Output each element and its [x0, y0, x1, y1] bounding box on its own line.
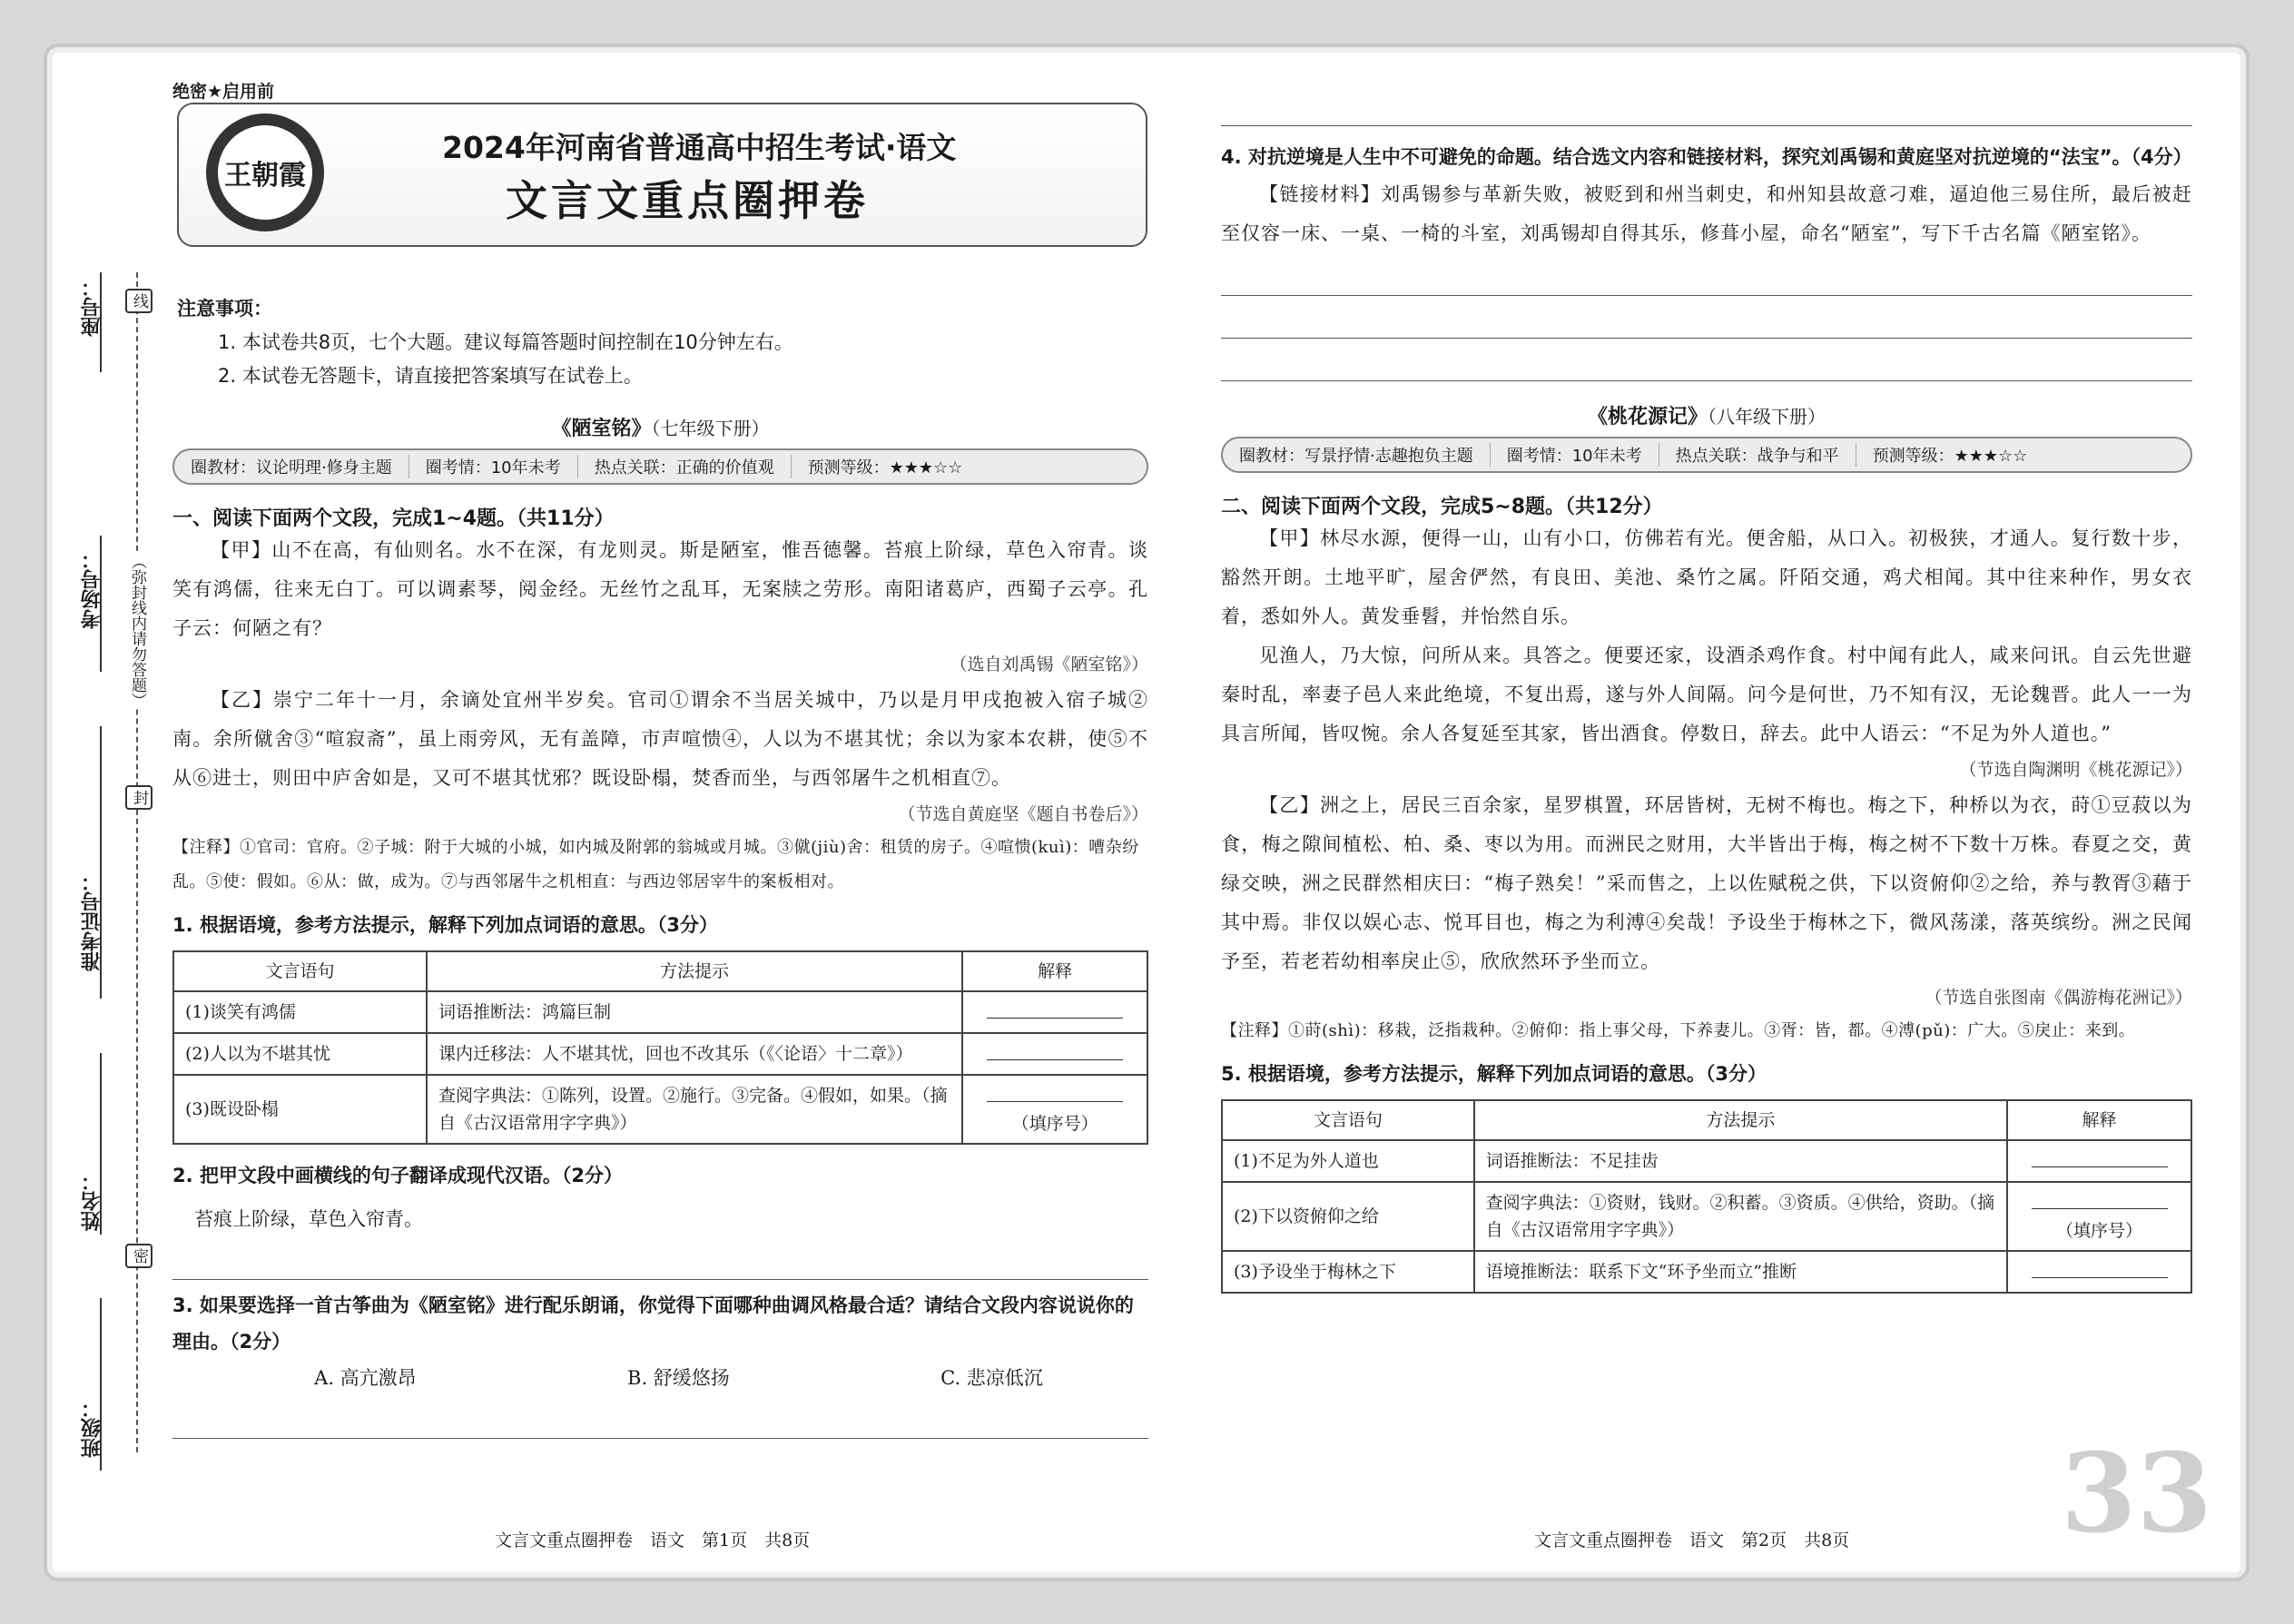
- instructions-heading: 注意事项：: [177, 298, 272, 320]
- secret-mark: 密: [125, 1244, 153, 1268]
- tag-textbook: 圈教材：议论明理·修身主题: [174, 455, 409, 478]
- exam-room-field[interactable]: [100, 536, 102, 672]
- tag-textbook: 圈教材：写景抒情·志趣抱负主题: [1223, 443, 1491, 467]
- link-material: 【链接材料】刘禹锡参与革新失败，被贬到和州当刺史，和州知县故意刁难，逼迫他三易住所，最后被赶至仅容一床、一桌、一椅的斗室，刘禹锡却自得其乐，修葺小屋，命名“陋室”，写下千古名篇《陋室铭》。: [1221, 183, 2192, 244]
- seal-note: （弥封线内请勿答题）: [125, 554, 149, 708]
- tag-rating: 预测等级：★★★☆☆: [807, 458, 963, 477]
- answer-line[interactable]: [1221, 296, 2192, 339]
- section-heading: 一、阅读下面两个文段，完成1~4题。（共11分）: [172, 507, 615, 530]
- answer-cell[interactable]: [962, 991, 1147, 1033]
- question-4: 4. 对抗逆境是人生中不可避免的命题。结合选文内容和链接材料，探究刘禹锡和黄庭坚对抗逆境的“法宝”。（4分）: [1221, 146, 2192, 168]
- answer-line[interactable]: [172, 1237, 1148, 1280]
- option-a[interactable]: A. 高亢激昂: [314, 1367, 417, 1389]
- page-footer-left: 文言文重点圈押卷 语文 第1页 共8页: [495, 1530, 811, 1550]
- answer-line[interactable]: [172, 1396, 1148, 1439]
- table-header: 方法提示: [427, 951, 962, 991]
- page-footer-right: 文言文重点圈押卷 语文 第2页 共8页: [1534, 1530, 1850, 1550]
- tag-bar: [1221, 437, 2192, 473]
- answer-line[interactable]: [1221, 339, 2192, 381]
- table-row: (1)不足为外人道也 词语推断法：不足挂齿: [1222, 1140, 2191, 1182]
- options: [172, 1360, 1148, 1396]
- method-table: [172, 950, 1148, 1145]
- secret-label: 绝密★启用前: [172, 82, 275, 102]
- answer-cell[interactable]: [2007, 1140, 2191, 1182]
- question-5: 5. 根据语境，参考方法提示，解释下列加点词语的意思。（3分）: [1221, 1063, 1767, 1085]
- text-title: 《桃花源记》（八年级下册）: [1587, 405, 1826, 428]
- table-row: (3)予设坐于梅林之下 语境推断法：联系下文“环予坐而立”推断: [1222, 1251, 2191, 1293]
- passage-source: （选自刘禹锡《陋室铭》）: [950, 655, 1148, 674]
- answer-cell[interactable]: （填序号）: [2007, 1182, 2191, 1251]
- name-label: 姓名：: [81, 1171, 103, 1231]
- ticket-number-label: 准考证号：: [81, 871, 103, 971]
- logo-text: 王朝霞: [218, 125, 312, 220]
- seat-number-label: 座号：: [81, 277, 103, 337]
- seal-mark: 封: [125, 785, 153, 810]
- tag-bar: [172, 448, 1148, 485]
- passage-jia: 【甲】林尽水源，便得一山，山有小口，仿佛若有光。便舍船，从口入。初极狭，才通人。复行数十步，豁然开朗。土地平旷，屋舍俨然，有良田、美池、桑竹之属。阡陌交通，鸡犬相闻。其中往来种作，男女衣着，悉如外人。黄发垂髫，并怡然自乐。: [1221, 527, 2192, 627]
- table-row: (2)人以为不堪其忧 课内迁移法：人不堪其忧，回也不改其乐（《〈论语〉十二章》）: [173, 1033, 1147, 1075]
- class-label: 班级：: [81, 1398, 103, 1458]
- instruction-item: 1. 本试卷共8页，七个大题。建议每篇答题时间控制在10分钟左右。: [218, 331, 793, 353]
- option-c[interactable]: C. 悲凉低沉: [940, 1367, 1043, 1389]
- question-2-sentence: 苔痕上阶绿，草色入帘青。: [194, 1208, 423, 1230]
- table-header: 解释: [2007, 1100, 2191, 1140]
- section-heading: 二、阅读下面两个文段，完成5~8题。（共12分）: [1221, 496, 1663, 518]
- tag-hotspot: 热点关联：战争与和平: [1659, 443, 1856, 467]
- table-header: 文言语句: [1222, 1100, 1474, 1140]
- method-table: [1221, 1099, 2192, 1294]
- page-watermark-number: 33: [2061, 1430, 2212, 1558]
- left-column: [172, 413, 1148, 1439]
- table-row: (1)谈笑有鸿儒 词语推断法：鸿篇巨制: [173, 991, 1147, 1033]
- answer-line[interactable]: [1221, 89, 2192, 126]
- annotation: 【注释】①官司：官府。②子城：附于大城的小城，如内城及附郭的翁城或月城。③僦(jiù)舍：租赁的房子。④喧愦(kuì)：嘈杂纷乱。⑤使：假如。⑥从：做，成为。⑦与西邻屠牛之机相直：与西边邻居宰牛的案板相对。: [172, 838, 1139, 891]
- option-b[interactable]: B. 舒缓悠扬: [627, 1367, 730, 1389]
- passage-source: （节选自张图南《偶游梅花洲记》）: [1925, 988, 2192, 1008]
- text-title: 《陋室铭》（七年级下册）: [551, 417, 770, 440]
- table-header: 解释: [962, 951, 1147, 991]
- answer-cell[interactable]: [962, 1033, 1147, 1075]
- brand-logo: [206, 113, 324, 231]
- annotation: 【注释】①莳(shì)：移栽，泛指栽种。②俯仰：指上事父母，下养妻儿。③胥：皆，都。④溥(pǔ)：广大。⑤戾止：来到。: [1221, 1021, 2136, 1040]
- answer-cell[interactable]: [2007, 1251, 2191, 1293]
- exam-title: 2024年河南省普通高中招生考试·语文: [442, 130, 957, 165]
- passage-source: （节选自黄庭坚《题自书卷后》）: [898, 804, 1148, 824]
- table-row: (2)下以资俯仰之给 查阅字典法：①资财，钱财。②积蓄。③资质。④供给，资助。（摘自《古汉语常用字字典》） （填序号）: [1222, 1182, 2191, 1251]
- seal-line: [136, 272, 138, 1452]
- passage-yi: 【乙】崇宁二年十一月，余谪处宜州半岁矣。官司①谓余不当居关城中，乃以是月甲戌抱被入宿子城②南。余所僦舍③“喧寂斋”，虽上雨旁风，无有盖障，市声喧愦④，人以为不堪其忧；余以为家本农耕，使⑤不从⑥进士，则田中庐舍如是，又可不堪其忧邪？既设卧榻，焚香而坐，与西邻屠牛之机相直⑦。: [172, 689, 1148, 789]
- instruction-item: 2. 本试卷无答题卡，请直接把答案填写在试卷上。: [218, 365, 643, 387]
- instructions: [177, 292, 793, 393]
- question-2: 2. 把甲文段中画横线的句子翻译成现代汉语。（2分）: [172, 1165, 624, 1186]
- answer-line[interactable]: [1221, 253, 2192, 296]
- tag-rating: 预测等级：★★★☆☆: [1872, 447, 2028, 466]
- tag-exam: 圈考情：10年未考: [1491, 443, 1659, 467]
- table-row: (3)既设卧榻 查阅字典法：①陈列，设置。②施行。③完备。④假如，如果。（摘自《古汉语常用字字典》） （填序号）: [173, 1075, 1147, 1144]
- question-3: 3. 如果要选择一首古筝曲为《陋室铭》进行配乐朗诵，你觉得下面哪种曲调风格最合适？请结合文段内容说说你的理由。（2分）: [172, 1294, 1134, 1353]
- passage-yi: 【乙】洲之上，居民三百余家，星罗棋置，环居皆树，无树不梅也。梅之下，种桥以为衣，莳①豆菽以为食，梅之隙间植松、柏、桑、枣以为用。而洲民之财用，大半皆出于梅，梅之树不下数十万株。春夏之交，黄绿交映，洲之民群然相庆曰：“梅子熟矣！”采而售之，上以佐赋税之供，下以资俯仰②之给，养与教胥③藉于其中焉。非仅以娱心志、悦耳目也，梅之为利溥④矣哉！予设坐于梅林之下，微风荡漾，落英缤纷。洲之民闻予至，若老若幼相率戾止⑤，欣欣然环予坐而立。: [1221, 794, 2192, 972]
- passage-source: （节选自陶渊明《桃花源记》）: [1959, 760, 2192, 780]
- header-banner: [177, 103, 1147, 247]
- ticket-number-field[interactable]: [100, 726, 102, 999]
- paper-title: 文言文重点圈押卷: [506, 176, 869, 225]
- passage-jia: 【甲】山不在高，有仙则名。水不在深，有龙则灵。斯是陋室，惟吾德馨。苔痕上阶绿，草色入帘青。谈笑有鸿儒，往来无白丁。可以调素琴，阅金经。无丝竹之乱耳，无案牍之劳形。南阳诸葛庐，西蜀子云亭。孔子云：何陋之有？: [172, 539, 1148, 639]
- passage-jia-continued: 见渔人，乃大惊，问所从来。具答之。便要还家，设酒杀鸡作食。村中闻有此人，咸来问讯。自云先世避秦时乱，率妻子邑人来此绝境，不复出焉，遂与外人间隔。问今是何世，乃不知有汉，无论魏晋。此人一一为具言所闻，皆叹惋。余人各复延至其家，皆出酒食。停数日，辞去。此中人语云：“不足为外人道也。”: [1221, 645, 2192, 744]
- name-field[interactable]: [100, 1053, 102, 1235]
- tag-exam: 圈考情：10年未考: [409, 455, 578, 478]
- tag-hotspot: 热点关联：正确的价值观: [578, 455, 792, 478]
- answer-cell[interactable]: （填序号）: [962, 1075, 1147, 1144]
- class-field[interactable]: [100, 1298, 102, 1471]
- question-1: 1. 根据语境，参考方法提示，解释下列加点词语的意思。（3分）: [172, 914, 719, 936]
- exam-room-label: 考场号：: [81, 549, 103, 629]
- table-header: 文言语句: [173, 951, 427, 991]
- seat-number-field[interactable]: [100, 272, 102, 372]
- line-mark: 线: [125, 289, 153, 313]
- right-column: [1221, 89, 2192, 1294]
- table-header: 方法提示: [1474, 1100, 2007, 1140]
